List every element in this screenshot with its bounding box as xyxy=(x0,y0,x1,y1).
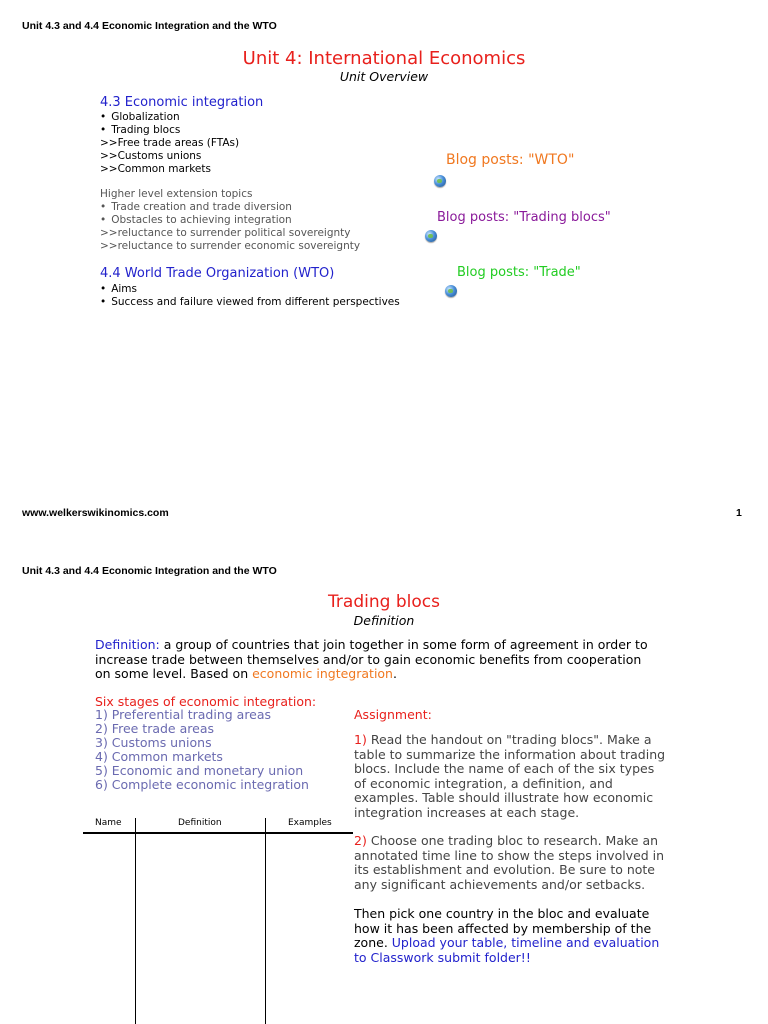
blog-link-trade[interactable]: Blog posts: "Trade" xyxy=(457,265,581,280)
task-1-text: Read the handout on "trading blocs". Make a table to summarize the information about trading blocs. Include the name of each of the six types of economic integration, a definition, and examples. Table should illustrate how economic integration increases at each stage. xyxy=(354,732,666,820)
page-title: Trading blocs xyxy=(328,592,440,612)
list-item: 2) Free trade areas xyxy=(95,721,214,736)
table-header-definition: Definition xyxy=(178,818,222,828)
definition-end: . xyxy=(393,666,397,681)
assignment-task-2 xyxy=(354,834,666,892)
list-item: • Trading blocs xyxy=(100,124,239,137)
stages-list xyxy=(95,708,309,792)
globe-icon[interactable] xyxy=(425,230,437,242)
page-header: Unit 4.3 and 4.4 Economic Integration and the WTO xyxy=(22,20,277,32)
list-item: 4) Common markets xyxy=(95,749,223,764)
list-item: 1) Preferential trading areas xyxy=(95,707,272,722)
economic-integration-link[interactable]: economic ingtegration xyxy=(252,666,393,681)
table-header-name: Name xyxy=(95,818,122,828)
globe-icon[interactable] xyxy=(445,285,457,297)
upload-link[interactable]: Upload your table, timeline and evaluation to Classwork submit folder!! xyxy=(354,935,660,965)
section-4-3-heading[interactable]: 4.3 Economic integration xyxy=(100,95,264,110)
definition-text: a group of countries that join together in some form of agreement in order to increase trade between themselves and/or to gain economic benefits from cooperation on some level. Based on xyxy=(95,637,648,681)
extension-topics xyxy=(100,188,360,253)
blog-link-trading-blocs[interactable]: Blog posts: "Trading blocs" xyxy=(437,210,611,225)
table-divider xyxy=(135,818,136,1024)
definition-paragraph xyxy=(95,638,655,682)
extension-heading: Higher level extension topics xyxy=(100,188,253,200)
table-divider xyxy=(265,818,266,1024)
definition-label: Definition: xyxy=(95,637,160,652)
assignment-task-1 xyxy=(354,733,666,820)
table-header-examples: Examples xyxy=(288,818,332,828)
list-item: >>Common markets xyxy=(100,163,211,175)
stages-heading: Six stages of economic integration: xyxy=(95,694,317,709)
page-number: 1 xyxy=(736,507,742,519)
list-item: >>Free trade areas (FTAs) xyxy=(100,137,240,149)
list-item: • Trade creation and trade diversion xyxy=(100,201,360,214)
section-4-4-list xyxy=(100,283,400,309)
task-1-number: 1) xyxy=(354,732,367,747)
globe-icon[interactable] xyxy=(434,175,446,187)
blog-link-wto[interactable]: Blog posts: "WTO" xyxy=(446,152,575,168)
table-divider xyxy=(83,832,353,834)
list-item: • Success and failure viewed from different perspectives xyxy=(100,296,400,309)
list-item: • Aims xyxy=(100,283,400,296)
list-item: 3) Customs unions xyxy=(95,735,212,750)
list-item: • Globalization xyxy=(100,111,239,124)
list-item: >>reluctance to surrender economic sovereignty xyxy=(100,240,361,252)
list-item: 5) Economic and monetary union xyxy=(95,763,304,778)
assignment-heading: Assignment: xyxy=(354,707,432,722)
page-header: Unit 4.3 and 4.4 Economic Integration and the WTO xyxy=(22,565,277,577)
page-subtitle: Unit Overview xyxy=(339,69,429,84)
assignment-task-3 xyxy=(354,907,666,965)
list-item: >>reluctance to surrender political sovereignty xyxy=(100,227,351,239)
section-4-3-list xyxy=(100,111,239,176)
task-2-text: Choose one trading bloc to research. Make an annotated time line to show the steps involved in its establishment and evolution. Be sure to note any significant achievements and/or setbacks. xyxy=(354,833,665,892)
page-title: Unit 4: International Economics xyxy=(242,48,526,69)
page-subtitle: Definition xyxy=(353,613,415,628)
footer-url[interactable]: www.welkerswikinomics.com xyxy=(22,507,169,519)
task-2-number: 2) xyxy=(354,833,367,848)
list-item: 6) Complete economic integration xyxy=(95,777,309,792)
section-4-4-heading[interactable]: 4.4 World Trade Organization (WTO) xyxy=(100,266,335,281)
task-3-text: Then pick one country in the bloc and evaluate how it has been affected by membership of the zone. xyxy=(354,906,652,950)
list-item: >>Customs unions xyxy=(100,150,202,162)
list-item: • Obstacles to achieving integration xyxy=(100,214,360,227)
